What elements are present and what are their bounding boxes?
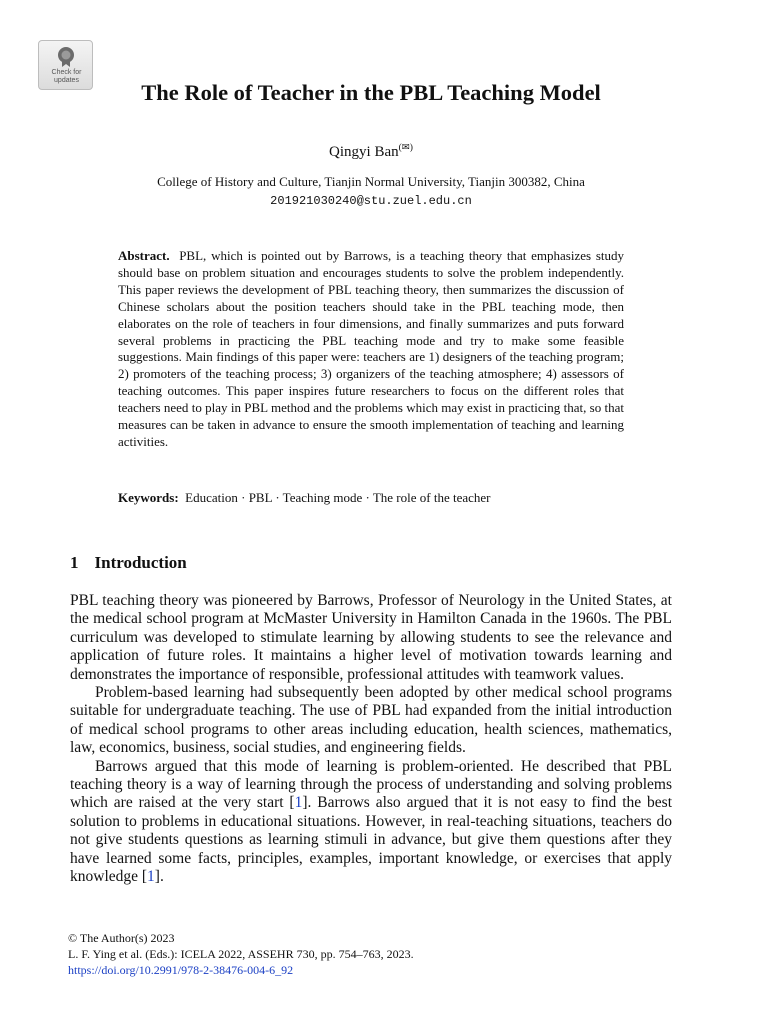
doi-link[interactable]: https://doi.org/10.2991/978-2-38476-004-6_92 <box>68 963 294 977</box>
citation-link[interactable]: 1 <box>147 868 155 886</box>
affiliation: College of History and Culture, Tianjin Normal University, Tianjin 300382, China <box>157 174 585 189</box>
section-heading <box>70 553 187 573</box>
body-text <box>70 592 672 887</box>
footer <box>68 930 688 978</box>
email[interactable]: 201921030240@stu.zuel.edu.cn <box>270 194 472 208</box>
copyright: © The Author(s) 2023 <box>68 931 175 945</box>
section-title: Introduction <box>94 553 187 572</box>
keywords-text: Education · PBL · Teaching mode · The role of the teacher <box>185 490 491 505</box>
section-number: 1 <box>70 553 79 572</box>
author-name: Qingyi Ban <box>329 144 399 160</box>
paragraph-3 <box>70 758 672 887</box>
paragraph-2: Problem-based learning had subsequently been adopted by other medical school programs suitable for undergraduate teaching. The use of PBL had expanded from the initial introduction of medical school programs to other areas including education, health sciences, mathematics, law, economics, business, social studies, and engineering fields. <box>70 684 672 757</box>
keywords-label: Keywords: <box>118 490 179 505</box>
author-line <box>0 142 742 161</box>
bookmark-icon <box>57 46 75 68</box>
citation-info: L. F. Ying et al. (Eds.): ICELA 2022, ASSEHR 730, pp. 754–763, 2023. <box>68 947 414 961</box>
keywords <box>118 490 624 506</box>
badge-line1: Check for <box>51 69 82 76</box>
paper-title: The Role of Teacher in the PBL Teaching Model <box>141 80 601 105</box>
paragraph-3-part-a: Barrows argued that this mode of learning is problem-oriented. He described that PBL teaching theory is a way of learning through the process of understanding and solving problems which are raised at the very start [ <box>70 757 672 812</box>
envelope-icon[interactable]: (✉) <box>398 143 413 153</box>
abstract-label: Abstract. <box>118 248 170 263</box>
paragraph-3-part-c: ]. <box>154 868 164 886</box>
paragraph-3-part-b: ]. Barrows also argued that it is not easy to find the best solution to problems in educational situations. However, in real-teaching situations, teachers do not give students questions as learning stimuli in advance, but give them questions after they have learned some facts, principles, examples, important knowledge, or exercises that apply knowledge [ <box>70 794 672 886</box>
citation-link[interactable]: 1 <box>294 794 303 812</box>
abstract-text: PBL, which is pointed out by Barrows, is a teaching theory that emphasizes study should base on problem situation and encourages students to solve the problem independently. This paper reviews the development of PBL teaching theory, then summarizes the discussion of Chinese scholars about the position teachers should take in the PBL teaching mode, then elaborates on the role of teachers in four dimensions, and finally summarizes and puts forward several problems in practicing the PBL teaching mode and try to make some feasible suggestions. Main findings of this paper were: teachers are 1) designers of the teaching program; 2) promoters of the teaching process; 3) organizers of the teaching atmosphere; 4) assessors of teaching outcomes. This paper inspires future researchers to focus on the different roles that teachers need to play in PBL method and the problems which may exist in practicing that, so that measures can be taken in advance to ensure the smooth implementation of teaching and learning activities. <box>118 248 624 449</box>
abstract <box>118 248 624 451</box>
badge-line2: updates <box>54 77 79 84</box>
paragraph-1: PBL teaching theory was pioneered by Barrows, Professor of Neurology in the United States, at the medical school program at McMaster University in Hamilton Canada in the 1960s. The PBL curriculum was developed to stimulate learning by allowing students to see the relevance and application of future roles. It maintains a higher level of motivation towards learning and demonstrates the importance of responsible, professional attitudes with teamwork values. <box>70 592 672 683</box>
